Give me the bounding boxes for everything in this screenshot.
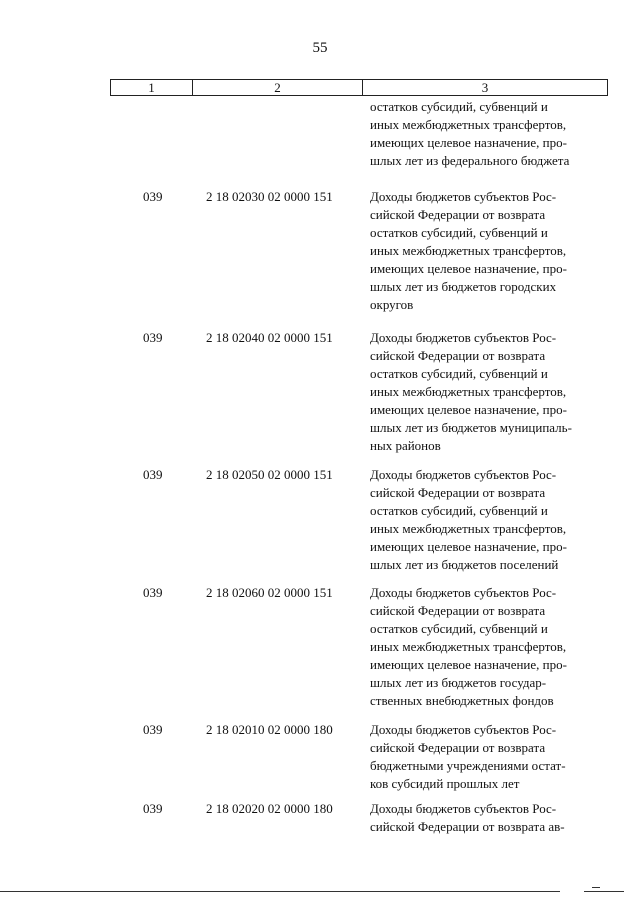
header-cell-3: 3 xyxy=(481,80,489,95)
income-description: Доходы бюджетов субъектов Рос- сийской Федерации от возврата бюджетными учреждениями остат- ков субсидий прошлых лет xyxy=(370,722,566,791)
footer-rule xyxy=(0,891,560,892)
budget-code: 2 18 02030 02 0000 151 xyxy=(206,189,333,204)
budget-code: 2 18 02040 02 0000 151 xyxy=(206,330,333,345)
table-header xyxy=(110,79,608,96)
admin-code: 039 xyxy=(143,585,163,600)
admin-code: 039 xyxy=(143,330,163,345)
income-description: Доходы бюджетов субъектов Рос- сийской Федерации от возврата остатков субсидий, субвенций и иных межбюджетных трансфертов, имеющих целевое назначение, про- шлых лет из бюджетов поселений xyxy=(370,467,567,572)
budget-code: 2 18 02020 02 0000 180 xyxy=(206,801,333,816)
budget-code: 2 18 02060 02 0000 151 xyxy=(206,585,333,600)
budget-code: 2 18 02050 02 0000 151 xyxy=(206,467,333,482)
income-description: Доходы бюджетов субъектов Рос- сийской Федерации от возврата остатков субсидий, субвенций и иных межбюджетных трансфертов, имеющих целевое назначение, про- шлых лет из бюджетов городских округов xyxy=(370,189,567,312)
admin-code: 039 xyxy=(143,467,163,482)
admin-code: 039 xyxy=(143,801,163,816)
income-description: Доходы бюджетов субъектов Рос- сийской Федерации от возврата остатков субсидий, субвенций и иных межбюджетных трансфертов, имеющих целевое назначение, про- шлых лет из бюджетов государ- ственных внебюджетных фондов xyxy=(370,585,567,708)
header-cell-2: 2 xyxy=(193,80,363,95)
income-description: Доходы бюджетов субъектов Рос- сийской Федерации от возврата ав- xyxy=(370,801,565,834)
income-description: Доходы бюджетов субъектов Рос- сийской Федерации от возврата остатков субсидий, субвенций и иных межбюджетных трансфертов, имеющих целевое назначение, про- шлых лет из бюджетов муниципаль- ных районов xyxy=(370,330,572,453)
page-number: 55 xyxy=(312,40,328,56)
header-cell-1: 1 xyxy=(111,80,193,95)
admin-code: 039 xyxy=(143,722,163,737)
budget-code: 2 18 02010 02 0000 180 xyxy=(206,722,333,737)
footer-dash xyxy=(592,887,600,888)
footer-rule-right xyxy=(584,891,624,892)
admin-code: 039 xyxy=(143,189,163,204)
continuation-text: остатков субсидий, субвенций и иных межбюджетных трансфертов, имеющих целевое назначение, про- шлых лет из федерального бюджета xyxy=(370,99,570,168)
